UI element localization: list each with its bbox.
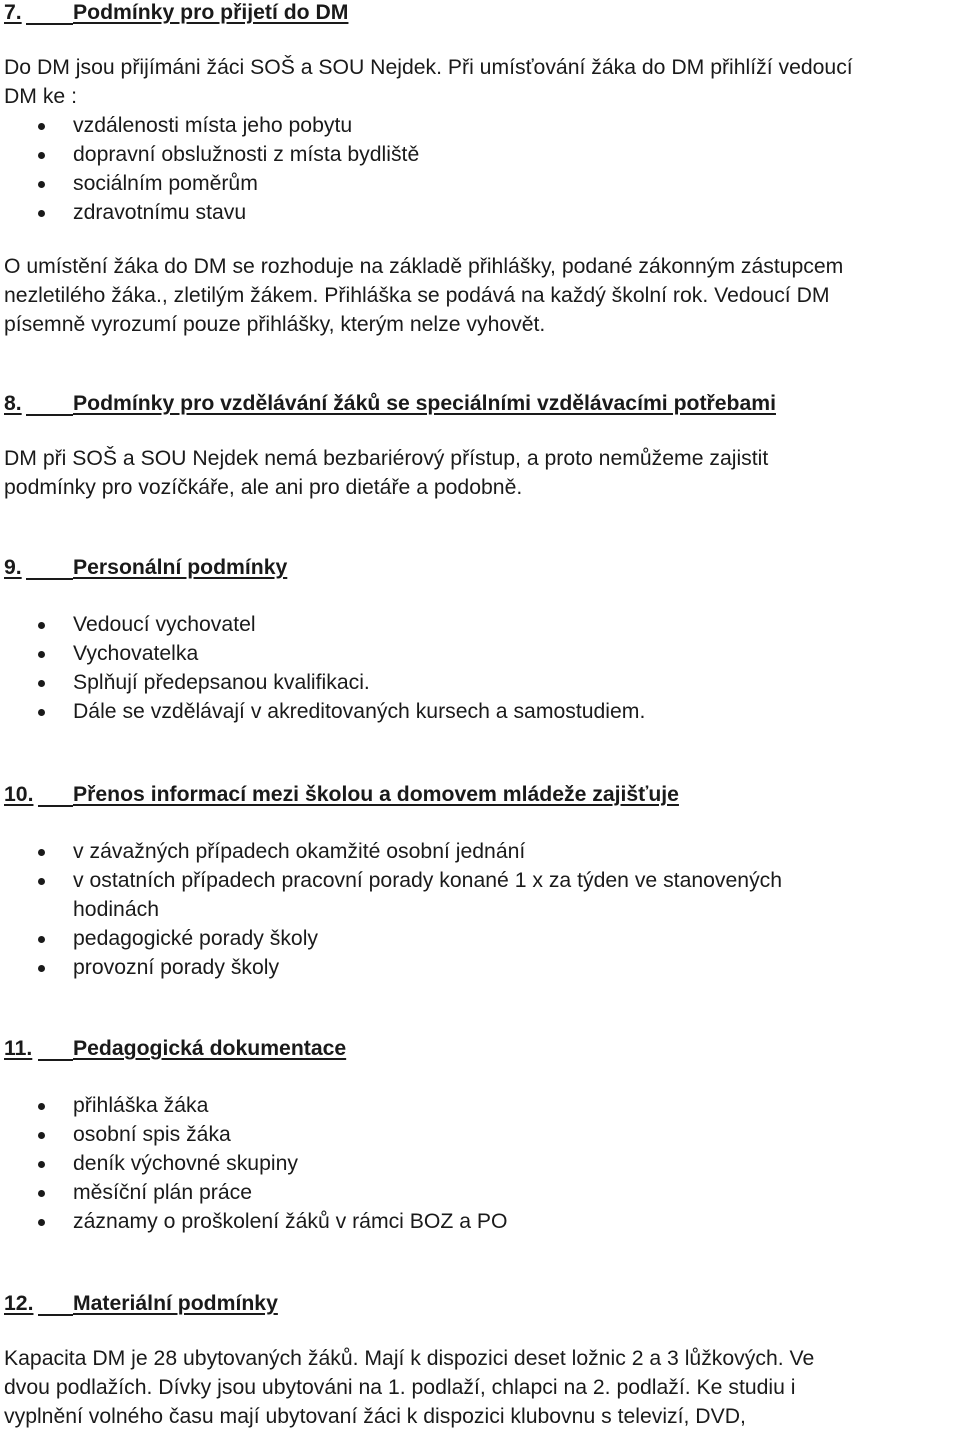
list-item: Splňují předepsanou kvalifikaci. bbox=[0, 668, 950, 697]
paragraph-line: vyplnění volného času mají ubytovaní žáci k dispozici klubovnu s televizí, DVD, bbox=[4, 1405, 746, 1428]
bullet-icon bbox=[38, 152, 45, 159]
paragraph-line: dvou podlažích. Dívky jsou ubytováni na 1. podlaží, chlapci na 2. podlaží. Ke studiu i bbox=[4, 1376, 796, 1399]
bullet-icon bbox=[38, 1219, 45, 1226]
list-item: provozní porady školy bbox=[0, 953, 950, 982]
bullet-icon bbox=[38, 878, 45, 885]
list-item: měsíční plán práce bbox=[0, 1178, 950, 1207]
bullet-icon bbox=[38, 210, 45, 217]
list-item: v ostatních případech pracovní porady konané 1 x za týden ve stanovených hodinách bbox=[0, 866, 950, 924]
section-7-outro bbox=[4, 252, 954, 339]
heading-underline bbox=[26, 414, 73, 416]
list-item: záznamy o proškolení žáků v rámci BOZ a PO bbox=[0, 1207, 950, 1236]
section-number: 12. bbox=[4, 1292, 34, 1315]
section-title: Pedagogická dokumentace bbox=[73, 1037, 347, 1060]
heading-underline bbox=[26, 578, 73, 580]
section-7-list bbox=[0, 111, 950, 227]
section-8-text bbox=[4, 444, 954, 502]
list-item: sociálním poměrům bbox=[0, 169, 950, 198]
list-item: Vychovatelka bbox=[0, 639, 950, 668]
section-title: Přenos informací mezi školou a domovem mládeže zajišťuje bbox=[73, 783, 679, 806]
bullet-icon bbox=[38, 965, 45, 972]
section-number: 10. bbox=[4, 783, 34, 806]
heading-underline bbox=[38, 805, 73, 807]
section-11-list bbox=[0, 1091, 950, 1236]
list-item: deník výchovné skupiny bbox=[0, 1149, 950, 1178]
paragraph-line: nezletilého žáka., zletilým žákem. Přihláška se podává na každý školní rok. Vedoucí DM bbox=[4, 284, 830, 307]
bullet-icon bbox=[38, 651, 45, 658]
list-item: zdravotnímu stavu bbox=[0, 198, 950, 227]
section-number: 7. bbox=[4, 1, 22, 24]
paragraph-line: DM při SOŠ a SOU Nejdek nemá bezbariérový přístup, a proto nemůžeme zajistit bbox=[4, 447, 769, 470]
list-item: pedagogické porady školy bbox=[0, 924, 950, 953]
section-7-intro bbox=[4, 53, 954, 111]
section-title: Personální podmínky bbox=[73, 556, 288, 579]
paragraph-line: DM ke : bbox=[4, 85, 77, 108]
paragraph-line: podmínky pro vozíčkáře, ale ani pro dietáře a podobně. bbox=[4, 476, 523, 499]
section-title: Materiální podmínky bbox=[73, 1292, 278, 1315]
heading-underline bbox=[38, 1314, 73, 1316]
bullet-icon bbox=[38, 1132, 45, 1139]
bullet-icon bbox=[38, 622, 45, 629]
list-item: osobní spis žáka bbox=[0, 1120, 950, 1149]
section-title: Podmínky pro přijetí do DM bbox=[73, 1, 349, 24]
bullet-icon bbox=[38, 181, 45, 188]
bullet-icon bbox=[38, 1190, 45, 1197]
heading-underline bbox=[38, 1059, 73, 1061]
bullet-icon bbox=[38, 680, 45, 687]
paragraph-line: Kapacita DM je 28 ubytovaných žáků. Mají k dispozici deset ložnic 2 a 3 lůžkových. Ve bbox=[4, 1347, 815, 1370]
bullet-icon bbox=[38, 1161, 45, 1168]
section-title: Podmínky pro vzdělávání žáků se speciálními vzdělávacími potřebami bbox=[73, 392, 776, 415]
section-10-list bbox=[0, 837, 950, 982]
section-number: 8. bbox=[4, 392, 22, 415]
section-number: 9. bbox=[4, 556, 22, 579]
list-item: přihláška žáka bbox=[0, 1091, 950, 1120]
bullet-icon bbox=[38, 936, 45, 943]
paragraph-line: písemně vyrozumí pouze přihlášky, kterým nelze vyhovět. bbox=[4, 313, 546, 336]
list-item: Dále se vzdělávají v akreditovaných kursech a samostudiem. bbox=[0, 697, 950, 726]
bullet-icon bbox=[38, 123, 45, 130]
bullet-icon bbox=[38, 709, 45, 716]
heading-underline bbox=[26, 23, 73, 25]
section-9-list bbox=[0, 610, 950, 726]
section-12-text bbox=[4, 1344, 954, 1431]
bullet-icon bbox=[38, 849, 45, 856]
bullet-icon bbox=[38, 1103, 45, 1110]
list-item: Vedoucí vychovatel bbox=[0, 610, 950, 639]
list-item: v závažných případech okamžité osobní jednání bbox=[0, 837, 950, 866]
paragraph-line: Do DM jsou přijímáni žáci SOŠ a SOU Nejdek. Při umísťování žáka do DM přihlíží vedoucí bbox=[4, 56, 853, 79]
list-item: vzdálenosti místa jeho pobytu bbox=[0, 111, 950, 140]
list-item: dopravní obslužnosti z místa bydliště bbox=[0, 140, 950, 169]
section-number: 11. bbox=[4, 1037, 33, 1060]
paragraph-line: O umístění žáka do DM se rozhoduje na základě přihlášky, podané zákonným zástupcem bbox=[4, 255, 844, 278]
